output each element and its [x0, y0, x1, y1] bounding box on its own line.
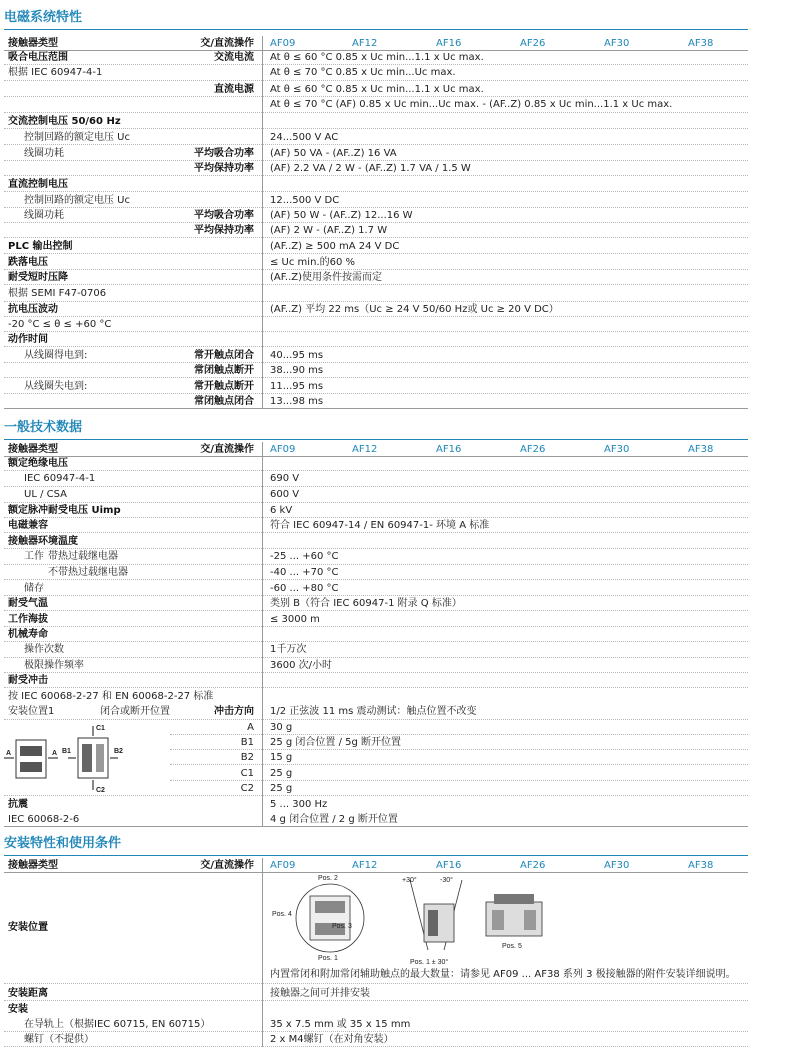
- row-condition: 常开触点断开: [194, 381, 254, 392]
- minus-30-label: -30°: [440, 877, 453, 884]
- shock-direction-figure: [4, 720, 134, 796]
- row-value: 25 g: [270, 783, 293, 794]
- table-row: [4, 317, 748, 332]
- row-value: 3600 次/小时: [270, 660, 332, 671]
- row-sublabel: 工作: [24, 551, 44, 562]
- header-model-af38: AF38: [688, 860, 714, 871]
- table-row: [4, 581, 748, 596]
- table-row: [4, 642, 748, 658]
- table-row: [4, 471, 748, 487]
- table-row: [4, 1032, 748, 1047]
- header-model-af12: AF12: [352, 444, 378, 455]
- table-row: [4, 286, 748, 302]
- row-sublabel: 控制回路的额定电压 Uc: [24, 132, 130, 143]
- pos-4-label: Pos. 4: [272, 911, 292, 918]
- table-header: [4, 36, 748, 51]
- header-contactor-type: 接触器类型: [8, 38, 58, 49]
- row-condition: 平均保持功率: [194, 225, 254, 236]
- row-value: 35 x 7.5 mm 或 35 x 15 mm: [270, 1019, 411, 1030]
- row-value: At θ ≤ 60 °C 0.85 x Uc min...1.1 x Uc max.: [270, 52, 484, 63]
- row-label: 跌落电压: [8, 257, 48, 268]
- table-row: [4, 208, 748, 223]
- row-value: 4 g 闭合位置 / 2 g 断开位置: [270, 814, 398, 825]
- row-value: ≤ Uc min.的60 %: [270, 257, 355, 268]
- pos-1-label: Pos. 1: [318, 955, 338, 962]
- row-value: (AF) 50 W - (AF..Z) 12...16 W: [270, 210, 413, 221]
- section-rule: [4, 29, 748, 30]
- section-title: 安装特性和使用条件: [4, 836, 122, 851]
- row-value: At θ ≤ 70 °C (AF) 0.85 x Uc min...Uc max. - (AF..Z) 0.85 x Uc min...1.1 x Uc max.: [270, 99, 673, 110]
- shock-label-c1: C1: [96, 725, 105, 732]
- row-condition: C2: [240, 783, 254, 794]
- row-label: 根据 IEC 60947-4-1: [8, 67, 103, 78]
- contactor-pos5-detail: [492, 910, 504, 930]
- pos-1-tilt-label: Pos. 1 ± 30°: [410, 959, 449, 964]
- table-row: [4, 65, 748, 81]
- row-value: 15 g: [270, 752, 293, 763]
- table-row: [4, 534, 748, 549]
- table-row: [4, 363, 748, 378]
- row-value: At θ ≤ 60 °C 0.85 x Uc min...1.1 x Uc max.: [270, 84, 484, 95]
- header-model-af09: AF09: [270, 860, 296, 871]
- table-row: [4, 1002, 748, 1017]
- header-model-af26: AF26: [520, 38, 546, 49]
- row-value: 25 g 闭合位置 / 5g 断开位置: [270, 737, 402, 748]
- table-row: [4, 115, 748, 129]
- shock-label-b1: B1: [62, 748, 71, 755]
- table-row: [4, 689, 748, 704]
- row-condition: 常闭触点闭合: [194, 396, 254, 407]
- section-title: 电磁系统特性: [4, 10, 83, 25]
- pos-3-label: Pos. 3: [332, 923, 352, 930]
- section-rule: [4, 855, 748, 856]
- header-model-af30: AF30: [604, 444, 630, 455]
- row-value: 1千万次: [270, 644, 307, 655]
- row-value: 30 g: [270, 722, 293, 733]
- row-sublabel: 控制回路的额定电压 Uc: [24, 195, 130, 206]
- row-label: 机械寿命: [8, 629, 48, 640]
- row-sublabel: 从线圈失电到:: [24, 381, 88, 392]
- row-value: (AF) 50 VA - (AF..Z) 16 VA: [270, 148, 397, 159]
- table-row: [4, 394, 748, 409]
- row-condition: A: [247, 722, 254, 733]
- row-sublabel: 储存: [24, 583, 44, 594]
- row-condition: 直流电源: [214, 84, 254, 95]
- header-model-af38: AF38: [688, 444, 714, 455]
- mounting-position-figure: [270, 868, 550, 964]
- row-condition: 平均吸合功率: [194, 210, 254, 221]
- row-value: 6 kV: [270, 505, 293, 516]
- row-value: 2 x M4螺钉（在对角安装）: [270, 1034, 394, 1045]
- row-label: 额定绝缘电压: [8, 458, 68, 469]
- row-label: 接触器环境温度: [8, 536, 78, 547]
- mounting-position-drawing: [270, 868, 550, 964]
- row-label: 电磁兼容: [8, 520, 48, 531]
- row-label: 耐受冲击: [8, 675, 48, 686]
- header-model-af30: AF30: [604, 38, 630, 49]
- row-label: 安装位置1: [8, 706, 55, 717]
- row-subsublabel: 不带热过载继电器: [48, 567, 128, 578]
- row-label: 交流控制电压 50/60 Hz: [8, 116, 121, 127]
- header-model-af12: AF12: [352, 860, 378, 871]
- row-value: 600 V: [270, 489, 300, 500]
- row-sublabel: IEC 60947-4-1: [24, 473, 96, 484]
- table-row: [4, 161, 748, 176]
- row-sublabel: 线圈功耗: [24, 210, 64, 221]
- table-row: [4, 83, 748, 97]
- row-value: 13...98 ms: [270, 396, 324, 407]
- row-value: At θ ≤ 70 °C 0.85 x Uc min...Uc max.: [270, 67, 456, 78]
- contactor-side-detail: [82, 744, 92, 772]
- row-condition: C1: [240, 768, 254, 779]
- row-subsublabel: 闭合或断开位置: [100, 706, 170, 717]
- row-label: 抗震: [8, 799, 28, 810]
- table-row: [4, 97, 748, 113]
- row-label: 根据 SEMI F47-0706: [8, 288, 107, 299]
- section-title: 一般技术数据: [4, 420, 83, 435]
- table-row: [4, 627, 748, 642]
- row-value: 40...95 ms: [270, 350, 324, 361]
- table-row: [4, 704, 748, 720]
- row-value: -25 ... +60 °C: [270, 551, 339, 562]
- table-row: [4, 332, 748, 347]
- row-value: 12...500 V DC: [270, 195, 340, 206]
- row-sublabel: UL / CSA: [24, 489, 67, 500]
- table-row: [4, 348, 748, 363]
- table-row: [4, 518, 748, 533]
- contactor-front-terminals-lower: [20, 762, 42, 772]
- row-value: 25 g: [270, 768, 293, 779]
- row-value: 690 V: [270, 473, 300, 484]
- table-row: [4, 549, 748, 565]
- table-row: [4, 270, 748, 285]
- table-row: [4, 146, 748, 161]
- header-model-af26: AF26: [520, 444, 546, 455]
- row-label: 安装距离: [8, 988, 48, 999]
- row-label: 工作海拔: [8, 614, 48, 625]
- pos-5-label: Pos. 5: [502, 943, 522, 950]
- row-value: 类别 B（符合 IEC 60947-1 附录 Q 标准）: [270, 598, 462, 609]
- row-condition: 交流电流: [214, 52, 254, 63]
- row-label: 安装位置: [8, 922, 48, 933]
- row-sublabel: 螺钉（不提供）: [24, 1034, 94, 1045]
- row-condition: 常开触点闭合: [194, 350, 254, 361]
- table-row: [170, 735, 748, 750]
- header-contactor-type: 接触器类型: [8, 860, 58, 871]
- shock-label-c2: C2: [96, 787, 105, 794]
- row-value: (AF..Z) 平均 22 ms（Uc ≥ 24 V 50/60 Hz或 Uc ≥ 20 V DC）: [270, 304, 559, 315]
- row-label: 安装: [8, 1004, 28, 1015]
- shock-label-a: A: [52, 750, 58, 757]
- pos-2-label: Pos. 2: [318, 875, 338, 882]
- table-row: [170, 720, 748, 735]
- row-value: ≤ 3000 m: [270, 614, 320, 625]
- row-value: 1/2 正弦波 11 ms 震动测试：触点位置不改变: [270, 706, 477, 717]
- row-value: 接触器之间可并排安装: [270, 988, 370, 999]
- table-row: [4, 255, 748, 270]
- header-model-af30: AF30: [604, 860, 630, 871]
- column-divider: [262, 442, 263, 827]
- header-model-af09: AF09: [270, 38, 296, 49]
- table-row: [170, 766, 748, 781]
- row-condition: B2: [240, 752, 254, 763]
- row-condition: 常闭触点断开: [194, 365, 254, 376]
- header-model-af09: AF09: [270, 444, 296, 455]
- table-row: [4, 986, 748, 1001]
- table-row: [4, 612, 748, 627]
- table-row: [4, 797, 748, 812]
- row-condition: 平均保持功率: [194, 163, 254, 174]
- row-label: IEC 60068-2-6: [8, 814, 80, 825]
- row-value: 38...90 ms: [270, 365, 324, 376]
- column-divider: [262, 36, 263, 409]
- row-sublabel: 从线圈得电到:: [24, 350, 88, 361]
- header-model-af16: AF16: [436, 444, 462, 455]
- row-label: -20 °C ≤ θ ≤ +60 °C: [8, 319, 112, 330]
- row-value: 符合 IEC 60947-14 / EN 60947-1- 环境 A 标准: [270, 520, 490, 531]
- contactor-pos5-detail-2: [524, 910, 536, 930]
- row-condition: B1: [240, 737, 254, 748]
- row-value: (AF) 2 W - (AF..Z) 1.7 W: [270, 225, 388, 236]
- table-row: [4, 130, 748, 145]
- row-label: 动作时间: [8, 334, 48, 345]
- shock-label-a: A: [6, 750, 12, 757]
- table-row: [4, 658, 748, 673]
- table-row: [4, 193, 748, 208]
- row-label: 吸合电压范围: [8, 52, 68, 63]
- row-value: 11...95 ms: [270, 381, 324, 392]
- header-model-af12: AF12: [352, 38, 378, 49]
- table-row: [4, 565, 748, 580]
- row-condition: 冲击方向: [214, 706, 254, 717]
- row-label: 抗电压波动: [8, 304, 58, 315]
- row-sublabel: 线圈功耗: [24, 148, 64, 159]
- row-sublabel: 极限操作频率: [24, 660, 84, 671]
- section-rule: [4, 439, 748, 440]
- table-row: [4, 177, 748, 192]
- header-contactor-type: 接触器类型: [8, 444, 58, 455]
- contactor-front-top: [315, 901, 345, 913]
- row-value: 24...500 V AC: [270, 132, 339, 143]
- table-row: [4, 223, 748, 238]
- table-row: [4, 1017, 748, 1032]
- row-label: 按 IEC 60068-2-27 和 EN 60068-2-27 标准: [8, 691, 214, 702]
- shock-direction-drawing: [4, 720, 134, 796]
- row-value: (AF..Z)使用条件按需而定: [270, 272, 382, 283]
- row-value: -40 ... +70 °C: [270, 567, 339, 578]
- row-label: 耐受短时压降: [8, 272, 68, 283]
- row-subsublabel: 带热过载继电器: [48, 551, 118, 562]
- table-row: [4, 812, 748, 827]
- column-divider: [262, 858, 263, 1047]
- contactor-front-body: [16, 740, 46, 778]
- header-operation: 交/直流操作: [200, 860, 254, 871]
- header-model-af26: AF26: [520, 860, 546, 871]
- row-label: PLC 输出控制: [8, 241, 73, 252]
- tilt-group: [402, 876, 462, 964]
- shock-label-b2: B2: [114, 748, 123, 755]
- table-row: [170, 750, 748, 765]
- table-row: [4, 379, 748, 394]
- header-operation: 交/直流操作: [200, 444, 254, 455]
- table-row: [4, 487, 748, 503]
- row-value: 5 ... 300 Hz: [270, 799, 328, 810]
- header-model-af38: AF38: [688, 38, 714, 49]
- row-value: (AF) 2.2 VA / 2 W - (AF..Z) 1.7 VA / 1.5 W: [270, 163, 471, 174]
- contactor-pos5-top: [494, 894, 534, 904]
- table-row: [4, 673, 748, 688]
- contactor-front-terminals: [20, 746, 42, 756]
- pos5-group: [486, 894, 542, 950]
- table-row: [4, 239, 748, 254]
- row-label: 耐受气温: [8, 598, 48, 609]
- row-sublabel: 在导轨上（根据IEC 60715, EN 60715）: [24, 1019, 211, 1030]
- header-model-af16: AF16: [436, 860, 462, 871]
- row-sublabel: 操作次数: [24, 644, 64, 655]
- row-condition: 平均吸合功率: [194, 148, 254, 159]
- header-operation: 交/直流操作: [200, 38, 254, 49]
- table-row: [4, 302, 748, 317]
- row-label: 额定脉冲耐受电压 Uimp: [8, 505, 121, 516]
- table-row: [4, 966, 748, 984]
- plus-30-label: +30°: [402, 877, 417, 884]
- row-label: 直流控制电压: [8, 179, 68, 190]
- row-value: -60 ... +80 °C: [270, 583, 339, 594]
- contactor-side-detail: [428, 910, 438, 936]
- row-value: (AF..Z) ≥ 500 mA 24 V DC: [270, 241, 400, 252]
- table-row: [4, 456, 748, 471]
- table-row: [4, 51, 748, 65]
- table-header: [4, 442, 748, 457]
- header-model-af16: AF16: [436, 38, 462, 49]
- contactor-side-detail-2: [96, 744, 104, 772]
- row-value: 内置常闭和附加常闭辅助触点的最大数量：请参见 AF09 ... AF38 系列 3 极接触器的附件安装详细说明。: [270, 969, 736, 980]
- table-row: [4, 503, 748, 518]
- table-row: [4, 596, 748, 611]
